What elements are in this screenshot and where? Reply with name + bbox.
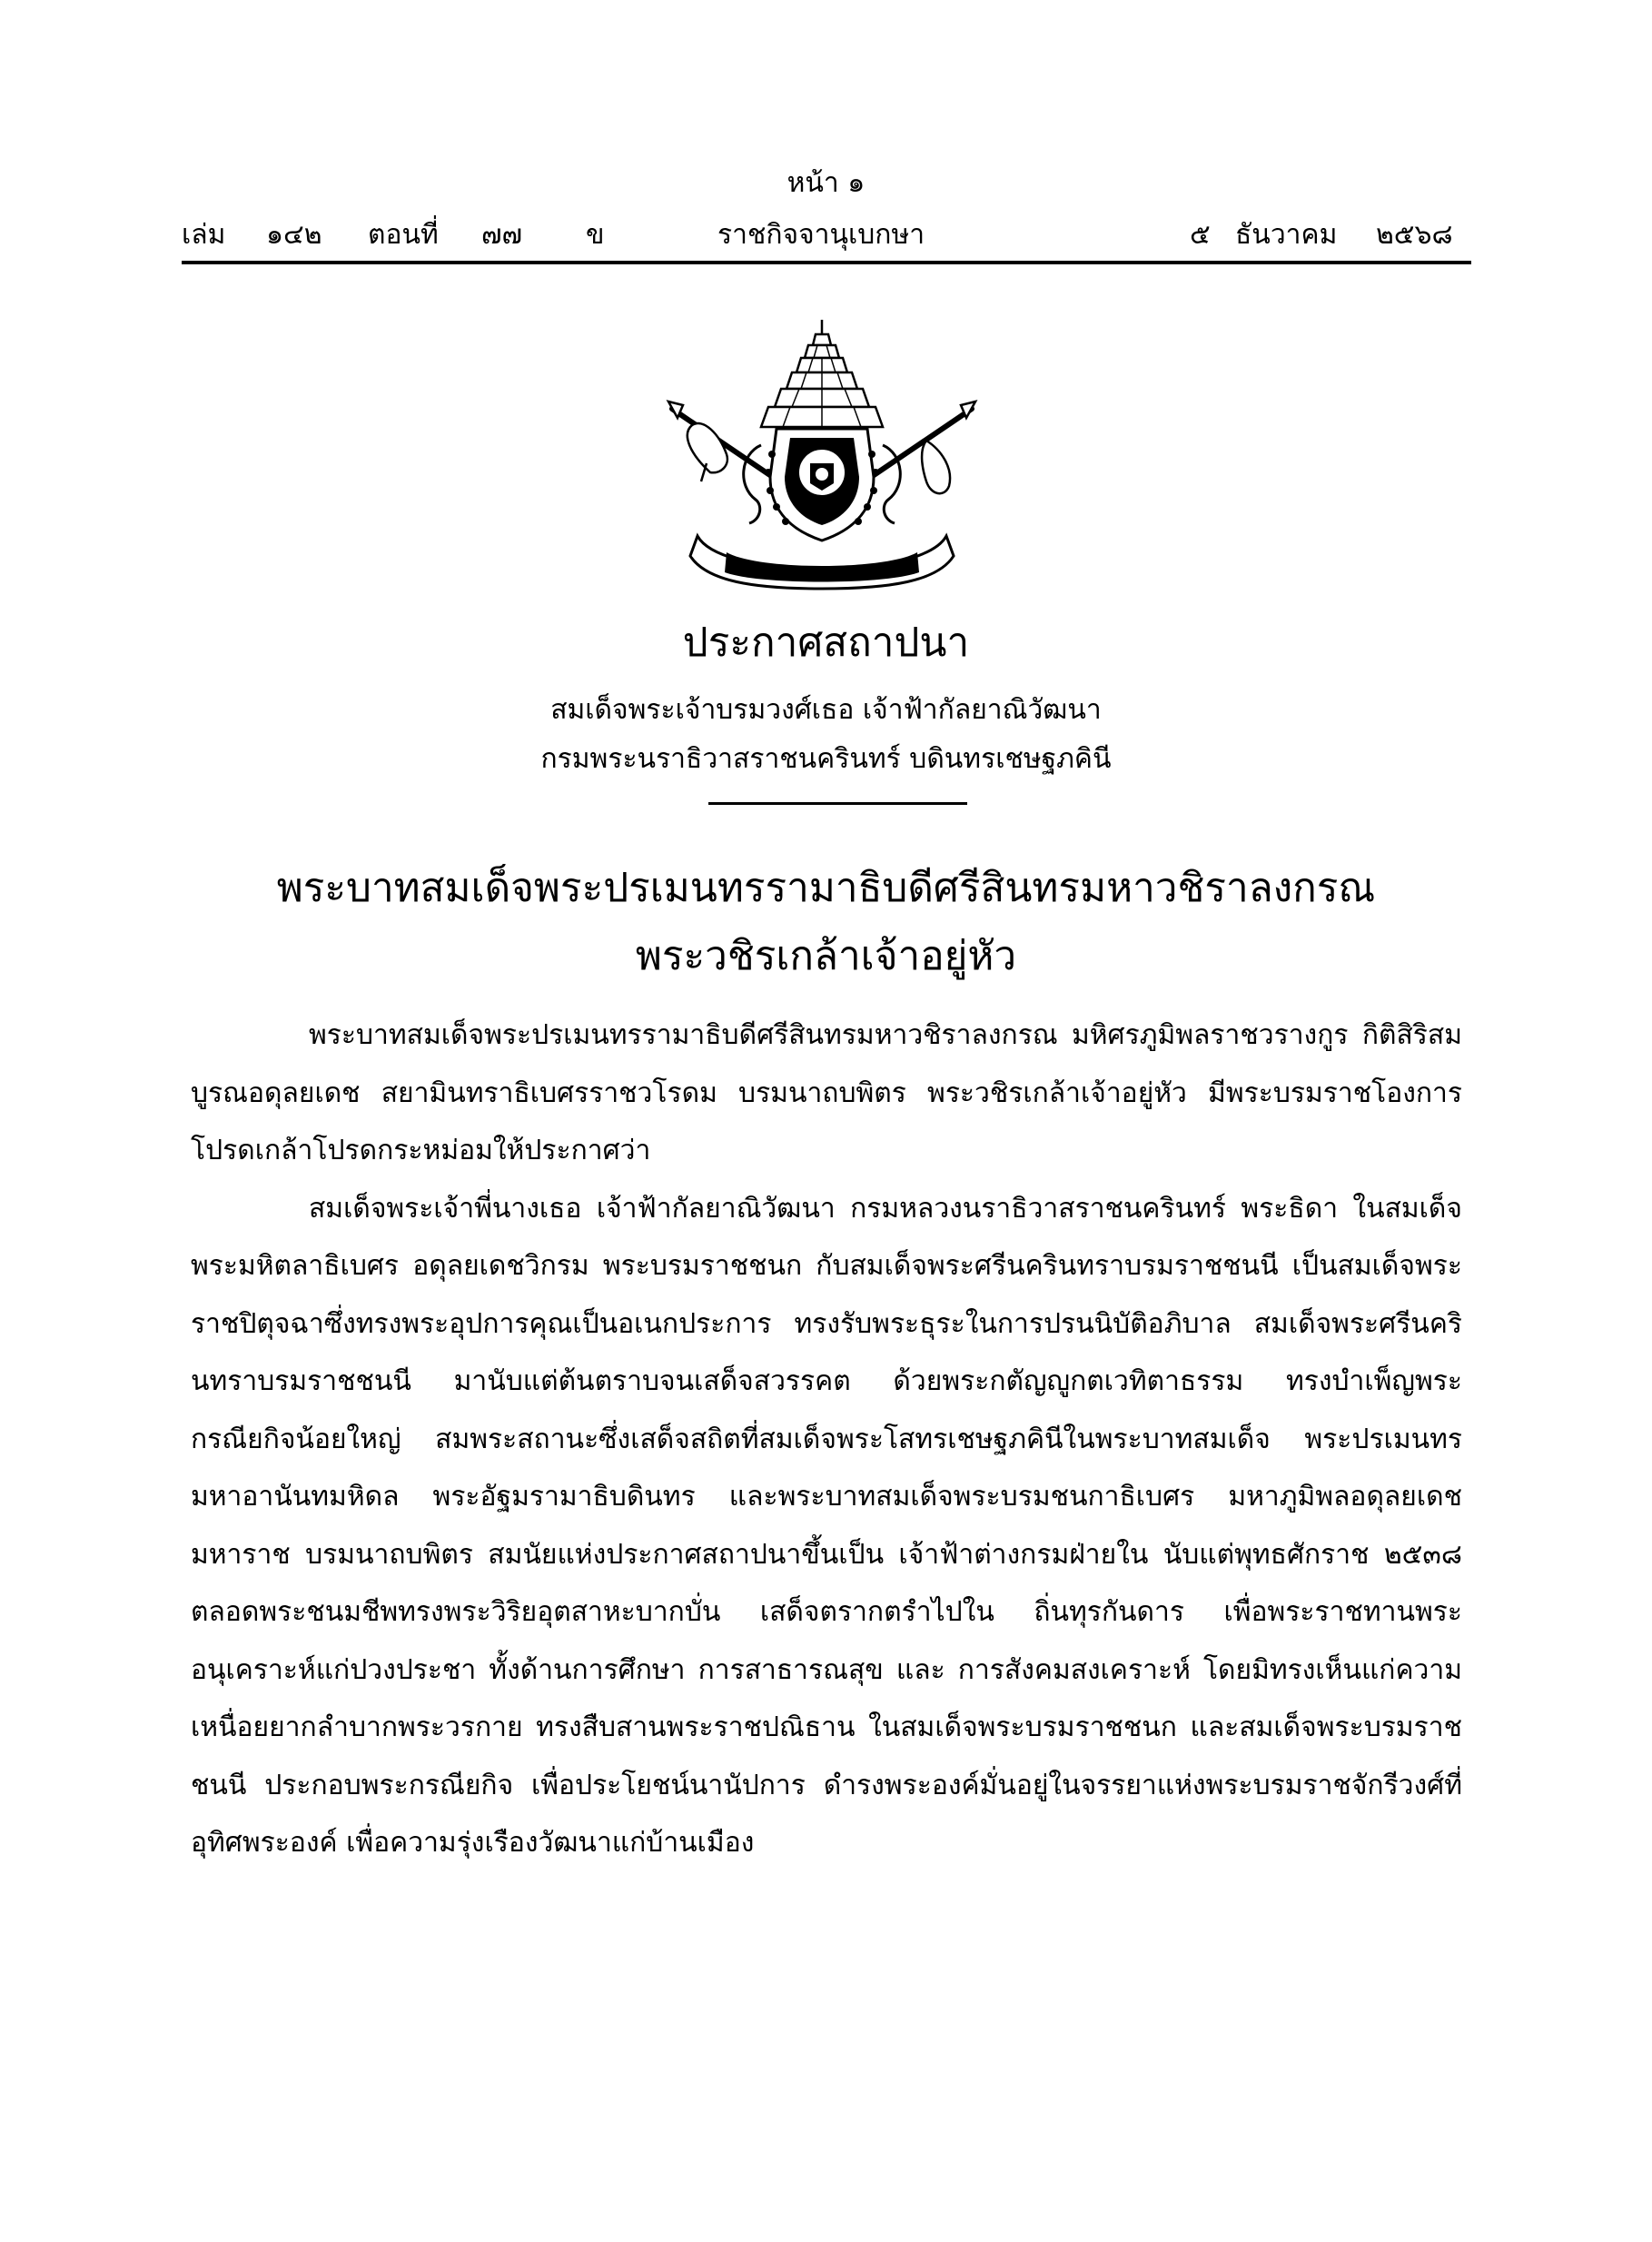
volume-label: เล่ม xyxy=(182,219,226,251)
royal-title-line1: พระบาทสมเด็จพระปรเมนทรรามาธิบดีศรีสินทรมหาวชิราลงกรณ xyxy=(276,865,1376,911)
section-number: ๗๗ xyxy=(481,219,523,251)
announcement-subtitle-line2: กรมพระนราธิวาสราชนครินทร์ บดินทรเชษฐภคินี xyxy=(540,743,1112,775)
date-day: ๕ xyxy=(1190,219,1211,251)
royal-emblem-icon xyxy=(654,318,990,590)
publication-name: ราชกิจจานุเบกษา xyxy=(717,219,925,251)
date-month: ธันวาคม xyxy=(1235,219,1338,251)
page-number: หน้า ๑ xyxy=(786,167,866,199)
royal-title-line2: พระวชิรเกล้าเจ้าอยู่หัว xyxy=(635,933,1017,979)
announcement-subtitle-line1: สมเด็จพระเจ้าบรมวงศ์เธอ เจ้าฟ้ากัลยาณิวัฒนา xyxy=(550,694,1102,726)
announcement-title: ประกาศสถาปนา xyxy=(682,620,970,666)
gazette-header xyxy=(182,213,1471,259)
paragraph: สมเด็จพระเจ้าพี่นางเธอ เจ้าฟ้ากัลยาณิวัฒนา กรมหลวงนราธิวาสราชนครินทร์ พระธิดา ในสมเด็จพระมหิตลาธิเบศร อดุลยเดชวิกรม พระบรมราชชนก กับสมเด็จพระศรีนครินทราบรมราชชนนี เป็นสมเด็จพระราชปิตุจฉาซึ่งทรงพระอุปการคุณเป็นอเนกประการ ทรงรับพระธุระในการปรนนิบัติอภิบาล สมเด็จพระศรีนครินทราบรมราชชนนี มานับแต่ต้นตราบจนเสด็จสวรรคต ด้วยพระกตัญญูกตเวทิตาธรรม ทรงบำเพ็ญพระกรณียกิจน้อยใหญ่ สมพระสถานะซึ่งเสด็จสถิตที่สมเด็จพระโสทรเชษฐภคินีในพระบาทสมเด็จ พระปรเมนทรมหาอานันทมหิดล พระอัฐมรามาธิบดินทร และพระบาทสมเด็จพระบรมชนกาธิเบศร มหาภูมิพลอดุลยเดชมหาราช บรมนาถบพิตร สมนัยแห่งประกาศสถาปนาขึ้นเป็น เจ้าฟ้าต่างกรมฝ่ายใน นับแต่พุทธศักราช ๒๕๓๘ ตลอดพระชนมชีพทรงพระวิริยอุตสาหะบากบั่น เสด็จตรากตรำไปใน ถิ่นทุรกันดาร เพื่อพระราชทานพระอนุเคราะห์แก่ปวงประชา ทั้งด้านการศึกษา การสาธารณสุข และ การสังคมสงเคราะห์ โดยมิทรงเห็นแก่ความเหนื่อยยากลำบากพระวรกาย ทรงสืบสานพระราชปณิธาน ในสมเด็จพระบรมราชชนก และสมเด็จพระบรมราชชนนี ประกอบพระกรณียกิจ เพื่อประโยชน์นานัปการ ดำรงพระองค์มั่นอยู่ในจรรยาแห่งพระบรมราชจักรีวงศ์ที่อุทิศพระองค์ เพื่อความรุ่งเรืองวัฒนาแก่บ้านเมือง xyxy=(191,1192,1462,1859)
header-divider xyxy=(182,261,1471,264)
title-divider xyxy=(708,802,967,805)
volume-number: ๑๔๒ xyxy=(266,219,322,251)
proclamation-body xyxy=(191,1007,1462,1872)
date-year: ๒๕๖๘ xyxy=(1376,219,1453,251)
section-label: ตอนที่ xyxy=(368,219,439,251)
paragraph: พระบาทสมเด็จพระปรเมนทรรามาธิบดีศรีสินทรมหาวชิราลงกรณ มหิศรภูมิพลราชวรางกูร กิติสิริสมบูรณอดุลยเดช สยามินทราธิเบศรราชวโรดม บรมนาถบพิตร พระวชิรเกล้าเจ้าอยู่หัว มีพระบรมราชโองการโปรดเกล้าโปรดกระหม่อมให้ประกาศว่า xyxy=(191,1019,1462,1166)
part-letter: ข xyxy=(586,219,605,251)
